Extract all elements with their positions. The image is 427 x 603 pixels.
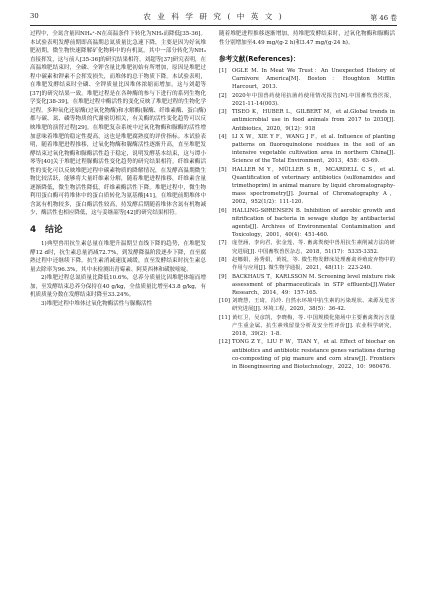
reference-text: 刘晓慧，王琦，冯玲. 自然水环境中抗生素的污染现状、来源及危害研究进展[J]. 环境工程，2020，38(5)：36-42.	[232, 298, 395, 313]
conclusion-paragraph: 3)堆肥过程中堆体过氧化物酶活性与脲酶活性	[41, 300, 153, 307]
reference-text: 2020年中国兽药使用抗菌药使用情况报告[N].中国畜牧兽医报，2021-11-14(003).	[232, 92, 395, 107]
reference-number: [7]	[219, 240, 227, 247]
conclusion-paragraph: 2)堆肥过程总氮质量比降低10.6%，总养分质量比因堆肥体缩而增加，至发酵结束总养分保持在40 g/kg，全盐质量比增至43.8 g/kg，有机质质量分数在发酵结束时降至33.24%。	[30, 275, 206, 299]
reference-item	[219, 207, 395, 239]
conclusion-paragraph: 1)典型兽用抗生素总量在堆肥升温期呈直线下降的趋势，在堆肥发酵12 d时，抗生素总量消减72.7%，到发酵降温阶段逐步下降，直至腐熟过程中还继续下降，抗生素消减速度减缓，直至发酵结束时抗生素总量去除率为96.3%，其中未检测出青霉素、阿莫西林和磺胺嘧啶。	[30, 241, 206, 273]
reference-number: [11]	[219, 314, 230, 321]
page-header	[30, 9, 397, 26]
reference-number: [1]	[219, 68, 227, 75]
reference-number: [5]	[219, 166, 227, 173]
reference-text: HALLER M Y，MÜLLER S R，MCARDELL C S，et al. Quantification of veterinary antibiotics (sulfonamides and trimethoprim) in animal manure by liquid chromatography-mass spectrometry[J]. Journal of Chromatography A，2002，952(1/2)：111-120.	[232, 166, 395, 206]
reference-text: BACKHAUS T，KARLSSON M. Screening level mixture risk assessment of pharmaceuticals in STP effluents[J].Water Research，2014，49：157-165.	[232, 273, 395, 296]
reference-item	[219, 314, 395, 338]
body-paragraph: 随着堆肥进程推移逐渐增加，持堆肥发酵结束时，过氧化物酶和脲酶活性分别增加至4.49 mg/(g·2 h)和3.47 mg/(g·24 h)。	[219, 31, 395, 46]
reference-item	[219, 273, 395, 297]
body-paragraph: 过程中，全氮含量因NH₄⁺-N在高温条件下转化为NH₃而降低[35-36]。本试验表明发酵前期即高温期总氮质量比急速下降，主要是因为好氧堆肥初期，微生物快速降解矿化物料中的有机氮，其中一部分转化为NH₃直接挥发，这与前人[35-36]的研究结果相符。刘超等[37]研究表明，在高温堆肥结束时，全磷、全钾含量比堆肥初始有所增加，原因是堆肥过程中碳素和钾素不会挥发损失，而堆体的总干物质下降。本试验表明，在堆肥发酵结束时全磷、全钾质量比因堆体浓缩而增加，这与刘超等[37]的研究结果一致。堆肥过程是在各种酶的参与下进行的系列生物化学变化[38-39]，在堆肥过程中酶活性的变化反映了堆肥过程的生物化学过程。多种氧化还原酶(过氧化物酶)和水解酶(脲酶、纤维素酶、蛋白酶)都与碳、氮、磷等物质的代谢密切相关，有关酶的活性变化趋势可以反映堆肥的演替过程[29]。在堆肥复杂系统中过氧化物酶和脲酶的活性增加意味着堆肥的稳定性提高，这也是堆肥腐熟度的评价指标。本试验表明，随着堆肥进程推移，过氧化物酶和脲酶活性逐渐升高，直至堆肥发酵结束过氧化物酶和脲酶活性趋于稳定，说明发酵基本结束，这与谭小琴等[40]关于堆肥过程脲酶活性变化趋势的研究结果相符。纤维素酶活性的变化可以反映堆肥过程中碳素物质的降解情况，在发酵高温期微生物比较活跃，能够将大量纤维素分解，随着堆肥进程推移，纤维素含量逐渐降低，微生物活性降低，纤维素酶活性下降。堆肥过程中，微生物利用蛋白酶可将堆体中的蛋白质转化为氨基酸[41]，在堆肥前期堆体中含氮有机物较多，蛋白酶活性较高，持发酵后期随着堆体含氮有机物减少，酶活性也相应降低，这与姜继韶等[42]的研究结果相符。	[30, 31, 206, 217]
references-heading: 参考文献(References)：	[219, 55, 300, 64]
reference-item	[219, 92, 395, 108]
reference-number: [2]	[219, 92, 227, 99]
reference-number: [8]	[219, 256, 227, 263]
reference-number: [3]	[219, 109, 227, 116]
reference-item	[219, 297, 395, 313]
left-column	[30, 30, 206, 596]
reference-number: [9]	[219, 273, 227, 280]
journal-title: 农 业 科 学 研 究 ( 中 英 文 )	[143, 12, 284, 21]
reference-item	[219, 67, 395, 91]
reference-text: HALLING-SØRENSEN B. Inhibition of aerobic growth and nitrification of bacteria in sewage sludge by antibacterial agents[J]. Archives of Environmental Contamination and Toxicology，2001，40(4)：451-460.	[232, 207, 395, 238]
page-number: 30	[30, 12, 39, 20]
reference-list	[219, 67, 395, 371]
reference-item	[219, 338, 395, 370]
reference-text: 赵娜娟，孙秀娟，黄锐，等. 微生物发酵床处理畜禽养殖废弃物中的作用与应用[J]. 微生物学通报，2021，48(11)：223-240.	[232, 256, 395, 272]
right-column	[219, 30, 395, 596]
section-heading	[30, 224, 206, 236]
reference-item	[219, 256, 395, 272]
reference-item	[219, 166, 395, 206]
reference-number: [10]	[219, 298, 230, 305]
section-title: 结论	[45, 225, 63, 236]
reference-text: OGLE M. In Meat We Trust：An Unexpected History of Carnivore America[M]. Boston：Houghton Mifflin Harcourt，2013.	[232, 68, 395, 91]
section-number: 4	[30, 225, 37, 236]
reference-text: TONG Z Y，LIU F W，TIAN Y，et al. Effect of biochar on antibiotics and antibiotic resistance genes variations during co-composting of pig manure and corn straw[J]. Frontiers in Bioengineering and Biotechnology，2022，10：960476.	[232, 339, 395, 370]
reference-number: [6]	[219, 207, 227, 214]
reference-text: LI X W，XIE Y F，WANG J F，et al. Influence of planting patterns on fluoroquinolone residues in the soil of an intensive vegetable cultivation area in northern China[J]. Science of the Total Environment，2013，458：63-69.	[232, 134, 395, 165]
volume-label: 第 46 卷	[370, 14, 397, 22]
reference-number: [12]	[219, 339, 230, 346]
reference-item	[219, 108, 395, 132]
reference-item	[219, 239, 395, 255]
reference-text: TISEO K，HUBER L，GILBERT M，et al.Global trends in antimicrobial use in food animals from 2017 to 2030[J]. Antibiotics，2020，9(12)：918	[232, 109, 395, 132]
reference-item	[219, 133, 395, 165]
reference-text: 庞登涵，李向君，张金莲，等. 畜禽粪便中兽用抗生素削减方法的研究进展[J]. 中国畜牧兽医杂志，2018，51(17)：5335-3352.	[232, 240, 395, 255]
reference-number: [4]	[219, 134, 227, 141]
reference-text: 黄红卫，吴彦凯，李晓梅，等. 中国规模化猪场中主要畜禽粪污含量产生重金属、抗生素残留量分析及安全性评价[J]. 农业科学研究，2018，39(2)：1-8.	[232, 314, 395, 337]
